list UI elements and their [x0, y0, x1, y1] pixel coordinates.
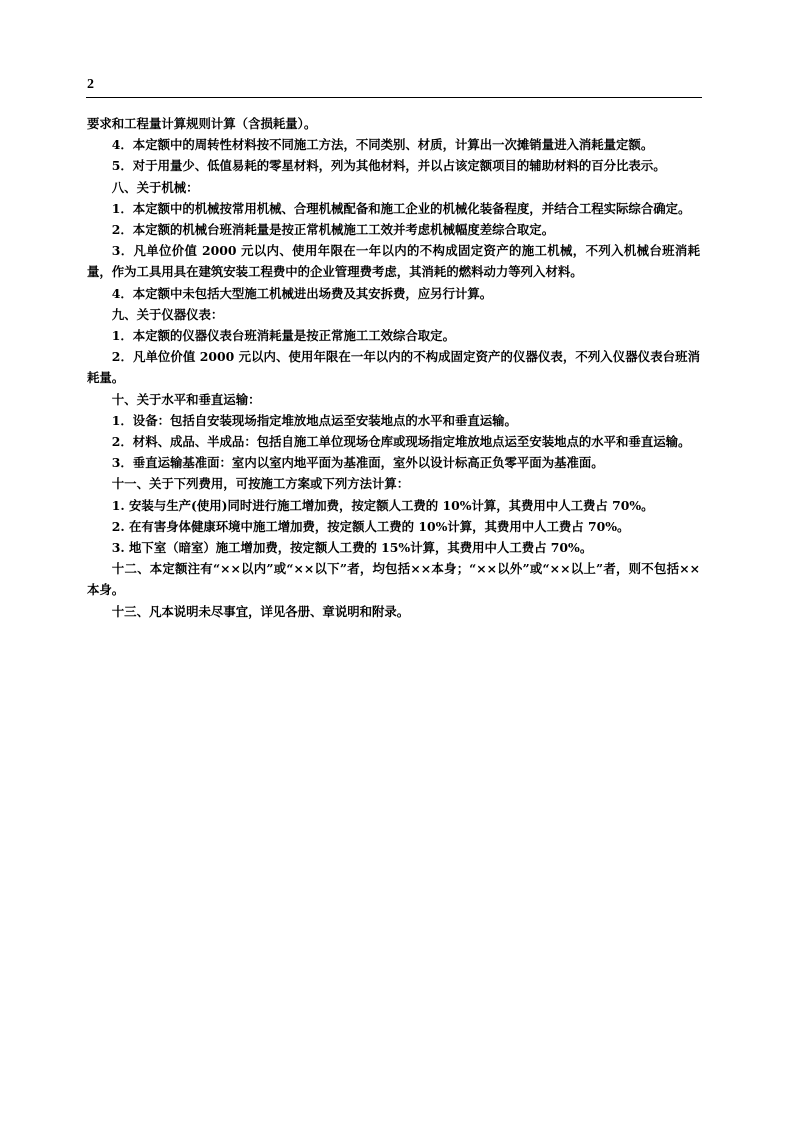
- paragraph: 2. 在有害身体健康环境中施工增加费，按定额人工费的 10%计算，其费用中人工费占 70%。: [111, 518, 630, 534]
- paragraph: 3．垂直运输基准面：室内以室内地平面为基准面，室外以设计标高正负零平面为基准面。: [111, 455, 604, 471]
- paragraph: 4．本定额中未包括大型施工机械进出场费及其安拆费，应另行计算。: [111, 285, 493, 301]
- paragraph: 3. 地下室（暗室）施工增加费，按定额人工费的 15%计算，其费用中人工费占 70%。: [111, 540, 593, 556]
- paragraph: 1. 安装与生产(使用)同时进行施工增加费，按定额人工费的 10%计算，其费用中人工费占 70%。: [111, 497, 654, 513]
- paragraph: 4．本定额中的周转性材料按不同施工方法，不同类别、材质，计算出一次摊销量进入消耗量定额。: [111, 137, 654, 153]
- paragraph: 十、关于水平和垂直运输：: [111, 391, 261, 407]
- paragraph: 2．材料、成品、半成品：包括自施工单位现场仓库或现场指定堆放地点运至安装地点的水平和垂直运输。: [111, 434, 691, 450]
- paragraph: 要求和工程量计算规则计算（含损耗量）。: [87, 116, 317, 131]
- paragraph: 十一、关于下列费用，可按施工方案或下列方法计算：: [111, 476, 410, 492]
- paragraph: 5．对于用量少、低值易耗的零星材料，列为其他材料，并以占该定额项目的辅助材料的百分比表示。: [111, 158, 666, 174]
- paragraph: 1．本定额的仪器仪表台班消耗量是按正常施工工效综合取定。: [111, 328, 455, 344]
- paragraph: 1．设备：包括自安装现场指定堆放地点运至安装地点的水平和垂直运输。: [111, 412, 517, 428]
- body-text: [87, 113, 700, 622]
- paragraph: 2．凡单位价值 2000 元以内、使用年限在一年以内的不构成固定资产的仪器仪表，不列入仪器仪表台班消耗量。: [87, 349, 700, 386]
- paragraph: 十三、凡本说明未尽事宜，详见各册、章说明和附录。: [111, 603, 410, 619]
- paragraph: 3．凡单位价值 2000 元以内、使用年限在一年以内的不构成固定资产的施工机械，不列入机械台班消耗量，作为工具用具在建筑安装工程费中的企业管理费考虑，其消耗的燃料动力等列入材料。: [87, 243, 700, 280]
- page-number: 2: [87, 77, 94, 92]
- paragraph: 八、关于机械：: [111, 179, 199, 195]
- paragraph: 十二、本定额注有“××以内”或“××以下”者，均包括××本身；“××以外”或“××以上”者，则不包括××本身。: [87, 561, 700, 598]
- paragraph: 九、关于仪器仪表：: [111, 306, 224, 322]
- header-rule: [86, 97, 702, 98]
- paragraph: 2．本定额的机械台班消耗量是按正常机械施工工效并考虑机械幅度差综合取定。: [111, 222, 555, 238]
- paragraph: 1．本定额中的机械按常用机械、合理机械配备和施工企业的机械化装备程度，并结合工程实际综合确定。: [111, 200, 691, 216]
